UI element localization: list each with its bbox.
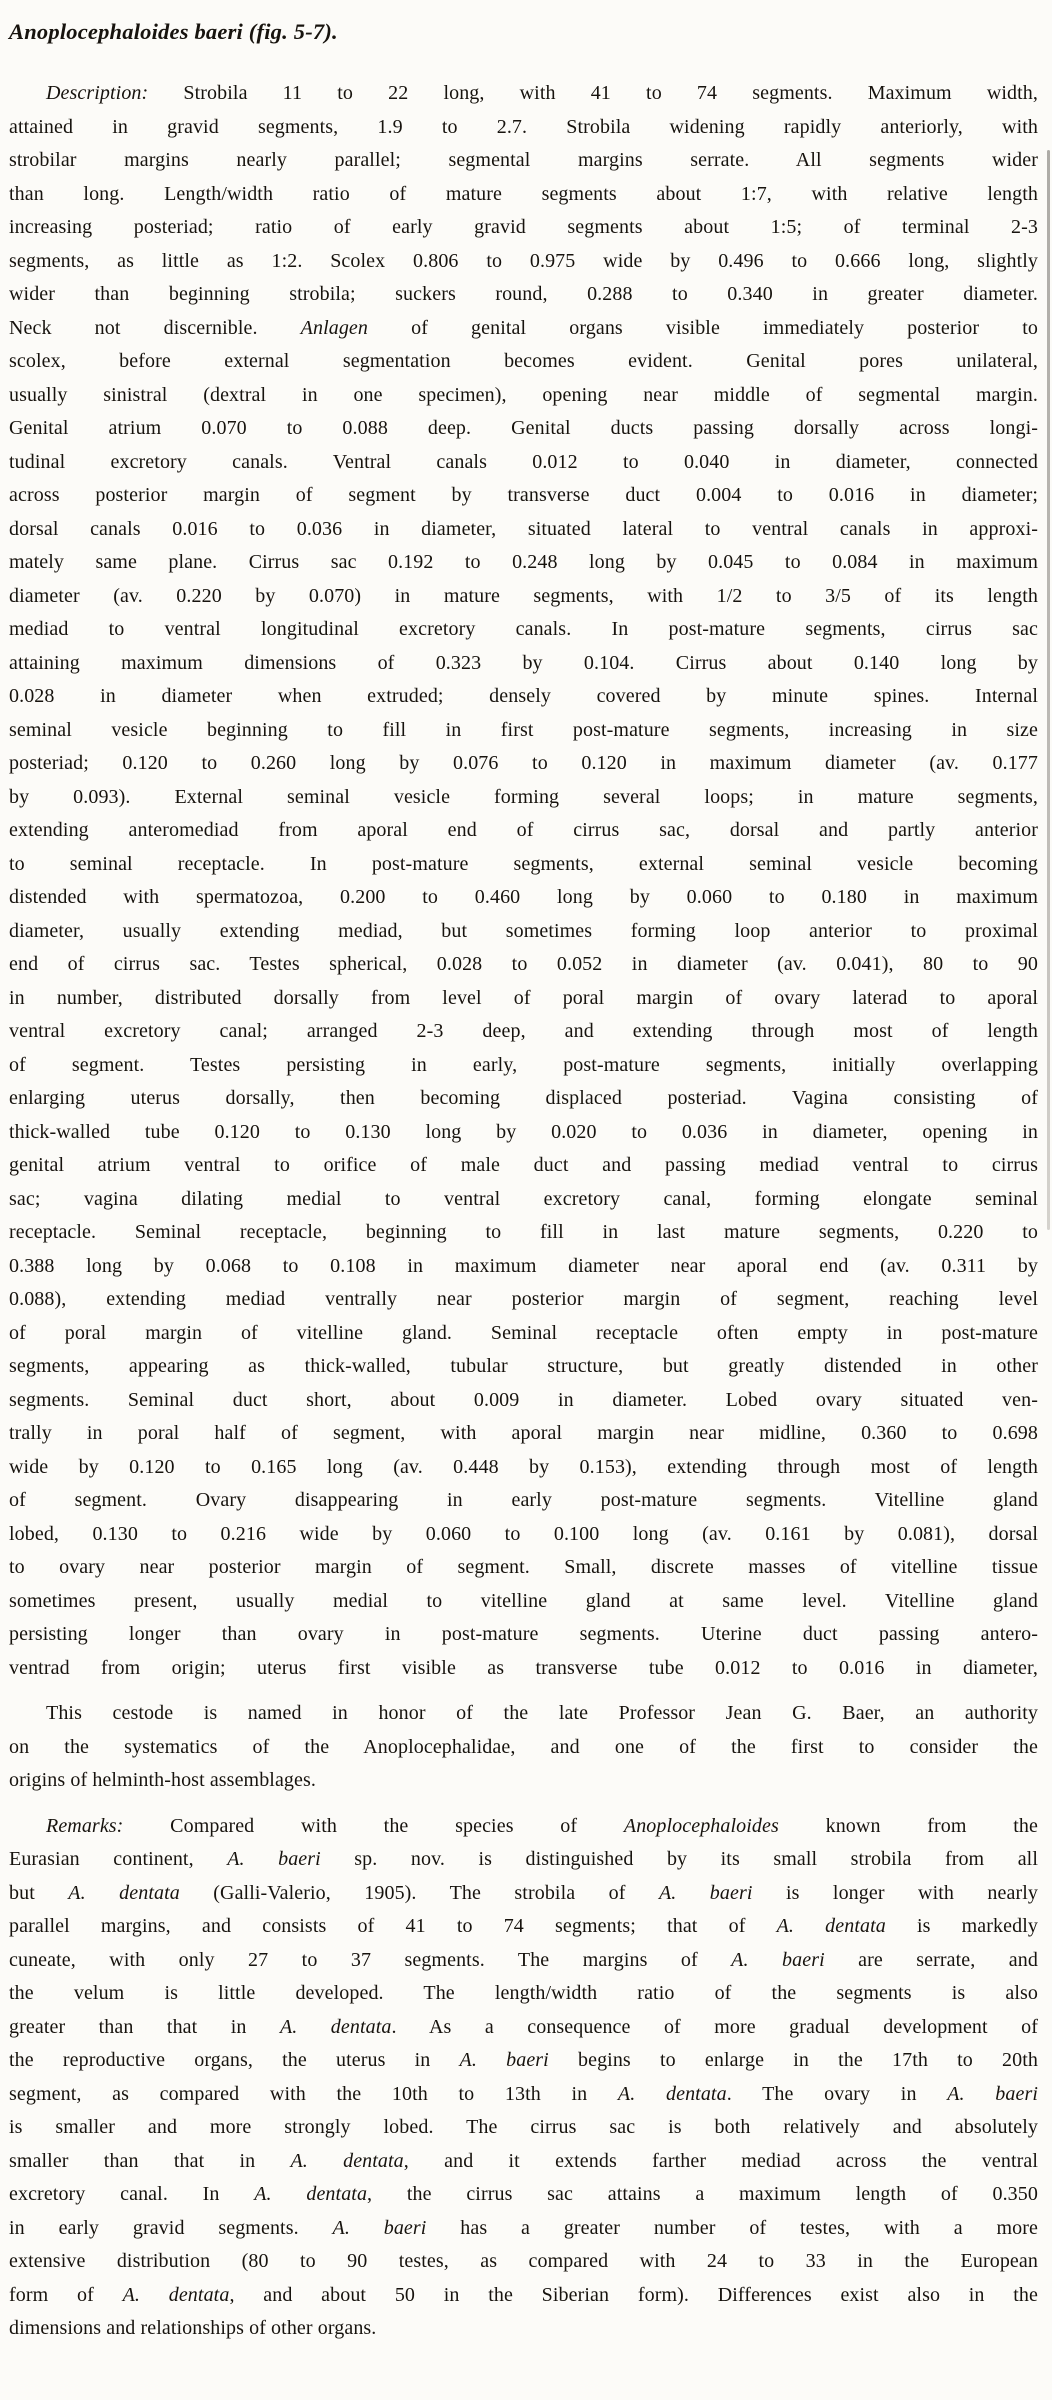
text-run: enlarging uterus dorsally, then becoming displaced posteriad. Vagina consisting of <box>9 1087 1038 1109</box>
scan-edge-artifact <box>1047 150 1050 1230</box>
text-run: This cestode is named in honor of the late Professor Jean G. Baer, an authority <box>46 1702 1038 1724</box>
text-run: 0.028 in diameter when extruded; densely covered by minute spines. Internal <box>9 685 1038 707</box>
text-run: is smaller and more strongly lobed. The cirrus sac is both relatively and absolutely <box>9 2116 1038 2138</box>
text-line <box>9 479 1038 513</box>
text-run: persisting longer than ovary in post-mature segments. Uterine duct passing antero- <box>9 1623 1038 1645</box>
text-run: posteriad; 0.120 to 0.260 long by 0.076 to 0.120 in maximum diameter (av. 0.177 <box>9 752 1038 774</box>
text-line <box>9 178 1038 212</box>
text-line <box>9 915 1038 949</box>
text-line <box>9 1910 1038 1944</box>
text-run: A. baeri <box>731 1948 825 1971</box>
text-run: ventrad from origin; uterus first visible as transverse tube 0.012 to 0.016 in diameter, <box>9 1656 1038 1679</box>
text-line <box>9 1283 1038 1317</box>
text-line <box>9 77 1038 111</box>
text-run: segments. Seminal duct short, about 0.009 in diameter. Lobed ovary situated ven- <box>9 1388 1038 1411</box>
text-line <box>9 2111 1038 2145</box>
text-line <box>9 546 1038 580</box>
text-line <box>9 1317 1038 1351</box>
text-run: A. baeri <box>459 2049 549 2071</box>
text-line <box>9 1810 1038 1844</box>
text-line <box>9 1049 1038 1083</box>
text-run: origins of helminth-host assemblages. <box>9 1769 316 1791</box>
text-run: A. baeri <box>227 1848 321 1870</box>
text-line <box>9 1518 1038 1552</box>
text-line <box>9 1216 1038 1250</box>
text-line <box>9 1384 1038 1418</box>
text-line <box>9 379 1038 413</box>
text-run: is longer with nearly <box>752 1881 1038 1904</box>
text-run: thick-walled tube 0.120 to 0.130 long by 0.020 to 0.036 in diameter, opening in <box>9 1120 1038 1143</box>
document-body <box>9 77 1038 2346</box>
text-run: than long. Length/width ratio of mature segments about 1:7, with relative length <box>9 182 1038 205</box>
text-run: the reproductive organs, the uterus in <box>9 2049 460 2071</box>
text-run: 0.388 long by 0.068 to 0.108 in maximum diameter near aporal end (av. 0.311 by <box>9 1254 1038 1277</box>
text-line <box>9 1417 1038 1451</box>
text-line <box>9 1551 1038 1585</box>
text-line <box>9 144 1038 178</box>
text-run: Neck not discernible. <box>9 316 301 339</box>
text-run: dimensions and relationships of other organs. <box>9 2317 377 2339</box>
text-run: tudinal excretory canals. Ventral canals 0.012 to 0.040 in diameter, connected <box>9 450 1038 473</box>
text-run: extending anteromediad from aporal end of cirrus sac, dorsal and partly anterior <box>9 819 1038 841</box>
text-line <box>9 747 1038 781</box>
text-run: is markedly <box>885 1915 1038 1937</box>
text-line <box>9 345 1038 379</box>
text-run: segment, as compared with the 10th to 13th in <box>9 2082 618 2105</box>
text-line <box>9 647 1038 681</box>
text-run: segments, appearing as thick-walled, tubular structure, but greatly distended in other <box>9 1355 1038 1377</box>
text-run: on the systematics of the Anoplocephalidae, and one of the first to consider the <box>9 1735 1038 1758</box>
text-line <box>9 2178 1038 2212</box>
text-run: in number, distributed dorsally from level of poral margin of ovary laterad to aporal <box>9 986 1038 1009</box>
text-run: excretory canal. In <box>9 2183 255 2205</box>
text-run: (Galli-Valerio, 1905). The strobila of <box>179 1881 659 1904</box>
text-run: Genital atrium 0.070 to 0.088 deep. Genital ducts passing dorsally across longi- <box>9 417 1038 439</box>
text-run: ventral excretory canal; arranged 2-3 deep, and extending through most of length <box>9 1020 1038 1042</box>
text-run: of genital organs visible immediately posterior to <box>368 316 1038 339</box>
text-run: Anlagen <box>300 316 369 339</box>
text-line <box>9 2044 1038 2078</box>
text-run: Compared with the species of <box>123 1814 624 1837</box>
text-line <box>9 848 1038 882</box>
text-line <box>9 1843 1038 1877</box>
text-run: Description: <box>46 82 149 104</box>
text-run: smaller than that in <box>9 2149 291 2172</box>
text-line <box>9 2312 1038 2346</box>
text-run: 0.088), extending mediad ventrally near posterior margin of segment, reaching level <box>9 1288 1038 1310</box>
text-run: end of cirrus sac. Testes spherical, 0.028 to 0.052 in diameter (av. 0.041), 80 to 90 <box>9 953 1038 975</box>
text-run: of segment. Testes persisting in early, post-mature segments, initially overlapping <box>9 1053 1038 1076</box>
text-line <box>9 2212 1038 2246</box>
text-run: Anoplocephaloides <box>623 1814 779 1837</box>
text-line <box>9 1977 1038 2011</box>
text-run: seminal vesicle beginning to fill in first post-mature segments, increasing in size <box>9 718 1038 741</box>
paragraph-description <box>9 77 1038 1685</box>
text-run: are serrate, and <box>824 1948 1038 1971</box>
text-run: , and it extends farther mediad across the ventral <box>403 2149 1038 2172</box>
text-line <box>9 1350 1038 1384</box>
text-line <box>9 1944 1038 1978</box>
text-run: sometimes present, usually medial to vitelline gland at same level. Vitelline gland <box>9 1589 1038 1612</box>
text-line <box>9 1652 1038 1686</box>
text-run: scolex, before external segmentation becomes evident. Genital pores unilateral, <box>9 350 1038 372</box>
text-line <box>9 2011 1038 2045</box>
text-run: known from the <box>778 1814 1038 1837</box>
text-line <box>9 2145 1038 2179</box>
text-run: A. dentata <box>279 2015 392 2038</box>
text-line <box>9 1183 1038 1217</box>
text-run: attained in gravid segments, 1.9 to 2.7. Strobila widening rapidly anteriorly, with <box>9 115 1038 138</box>
text-run: mediad to ventral longitudinal excretory canals. In post-mature segments, cirrus sac <box>9 618 1038 640</box>
species-heading <box>9 16 1038 47</box>
text-run: the velum is little developed. The length/width ratio of the segments is also <box>9 1982 1038 2004</box>
text-run: form of <box>9 2283 123 2306</box>
text-run: , the cirrus sac attains a maximum length of 0.350 <box>367 2183 1038 2205</box>
text-line <box>9 982 1038 1016</box>
text-run: A. baeri <box>947 2082 1039 2105</box>
text-run: mately same plane. Cirrus sac 0.192 to 0.248 long by 0.045 to 0.084 in maximum <box>9 551 1038 573</box>
text-run: increasing posteriad; ratio of early gravid segments about 1:5; of terminal 2-3 <box>9 216 1038 238</box>
text-run: of segment. Ovary disappearing in early post-mature segments. Vitelline gland <box>9 1489 1038 1511</box>
text-run: of poral margin of vitelline gland. Seminal receptacle often empty in post-mature <box>9 1321 1038 1344</box>
text-run: Eurasian continent, <box>9 1848 228 1870</box>
text-line <box>9 1618 1038 1652</box>
text-line <box>9 613 1038 647</box>
text-run: begins to enlarge in the 17th to 20th <box>548 2049 1038 2071</box>
text-line <box>9 1877 1038 1911</box>
text-line <box>9 211 1038 245</box>
text-line <box>9 245 1038 279</box>
text-run: to seminal receptacle. In post-mature segments, external seminal vesicle becoming <box>9 852 1038 875</box>
text-line <box>9 1015 1038 1049</box>
text-line <box>9 714 1038 748</box>
text-run: sp. nov. is distinguished by its small strobila from all <box>320 1848 1038 1870</box>
text-line <box>9 446 1038 480</box>
text-run: lobed, 0.130 to 0.216 wide by 0.060 to 0.100 long (av. 0.161 by 0.081), dorsal <box>9 1522 1038 1545</box>
text-run: genital atrium ventral to orifice of male duct and passing mediad ventral to cirrus <box>9 1154 1038 1176</box>
text-line <box>9 1764 1038 1798</box>
text-run: distended with spermatozoa, 0.200 to 0.460 long by 0.060 to 0.180 in maximum <box>9 886 1038 908</box>
text-run: strobilar margins nearly parallel; segmental margins serrate. All segments wider <box>9 149 1038 171</box>
text-run: to ovary near posterior margin of segment. Small, discrete masses of vitelline tissue <box>9 1556 1038 1578</box>
text-line <box>9 1484 1038 1518</box>
text-run: has a greater number of testes, with a more <box>426 2216 1039 2239</box>
text-run: A. dentata <box>290 2149 404 2172</box>
text-run: (fig. 5-7). <box>242 19 338 44</box>
text-run: A. dentata <box>254 2183 368 2205</box>
text-line <box>9 513 1038 547</box>
text-line <box>9 814 1038 848</box>
text-line <box>9 1731 1038 1765</box>
text-line <box>9 1250 1038 1284</box>
text-run: trally in poral half of segment, with aporal margin near midline, 0.360 to 0.698 <box>9 1422 1038 1444</box>
text-line <box>9 881 1038 915</box>
paragraph-etymology <box>9 1697 1038 1798</box>
text-run: A. dentata <box>68 1881 180 1904</box>
text-line <box>9 948 1038 982</box>
text-run: extensive distribution (80 to 90 testes, as compared with 24 to 33 in the European <box>9 2250 1038 2272</box>
text-line <box>9 1697 1038 1731</box>
text-run: receptacle. Seminal receptacle, beginning to fill in last mature segments, 0.220 to <box>9 1221 1038 1243</box>
text-run: wider than beginning strobila; suckers round, 0.288 to 0.340 in greater diameter. <box>9 283 1038 305</box>
text-run: dorsal canals 0.016 to 0.036 in diameter, situated lateral to ventral canals in approxi- <box>9 517 1038 540</box>
text-run: A. dentata <box>122 2283 230 2306</box>
text-run: Remarks: <box>46 1814 124 1837</box>
text-line <box>9 278 1038 312</box>
text-run: Anoplocephaloides baeri <box>9 19 243 44</box>
text-line <box>9 2279 1038 2313</box>
text-run: in early gravid segments. <box>9 2216 333 2239</box>
text-run: greater than that in <box>9 2015 280 2038</box>
text-run: segments, as little as 1:2. Scolex 0.806 to 0.975 wide by 0.496 to 0.666 long, slightly <box>9 249 1038 272</box>
text-run: by 0.093). External seminal vesicle forming several loops; in mature segments, <box>9 785 1038 808</box>
text-line <box>9 2078 1038 2112</box>
paragraph-remarks <box>9 1810 1038 2346</box>
text-run: but <box>9 1881 69 1904</box>
text-line <box>9 1082 1038 1116</box>
text-run: . As a consequence of more gradual development of <box>391 2015 1038 2038</box>
text-run: diameter, usually extending mediad, but sometimes forming loop anterior to proximal <box>9 919 1038 942</box>
text-line <box>9 2245 1038 2279</box>
text-line <box>9 781 1038 815</box>
text-line <box>9 111 1038 145</box>
text-line <box>9 1585 1038 1619</box>
text-run: usually sinistral (dextral in one specimen), opening near middle of segmental margin. <box>9 383 1038 406</box>
text-line <box>9 1116 1038 1150</box>
text-run: parallel margins, and consists of 41 to 74 segments; that of <box>9 1915 777 1937</box>
text-run: sac; vagina dilating medial to ventral excretory canal, forming elongate seminal <box>9 1187 1038 1210</box>
text-line <box>9 680 1038 714</box>
text-line <box>9 412 1038 446</box>
text-line <box>9 1451 1038 1485</box>
text-run: A. baeri <box>658 1881 753 1904</box>
text-run: , and about 50 in the Siberian form). Differences exist also in the <box>229 2283 1038 2306</box>
text-run: wide by 0.120 to 0.165 long (av. 0.448 by 0.153), extending through most of length <box>9 1455 1038 1478</box>
text-line <box>9 1149 1038 1183</box>
text-line <box>9 312 1038 346</box>
text-run: cuneate, with only 27 to 37 segments. The margins of <box>9 1948 732 1971</box>
text-run: A. baeri <box>332 2216 427 2239</box>
text-run: diameter (av. 0.220 by 0.070) in mature segments, with 1/2 to 3/5 of its length <box>9 584 1038 607</box>
text-run: A. dentata <box>617 2082 727 2105</box>
text-run: Strobila 11 to 22 long, with 41 to 74 segments. Maximum width, <box>148 82 1038 104</box>
text-run: A. dentata <box>776 1915 886 1937</box>
text-line <box>9 580 1038 614</box>
text-run: across posterior margin of segment by transverse duct 0.004 to 0.016 in diameter; <box>9 484 1038 506</box>
text-run: . The ovary in <box>726 2082 948 2105</box>
text-run: attaining maximum dimensions of 0.323 by 0.104. Cirrus about 0.140 long by <box>9 651 1038 674</box>
